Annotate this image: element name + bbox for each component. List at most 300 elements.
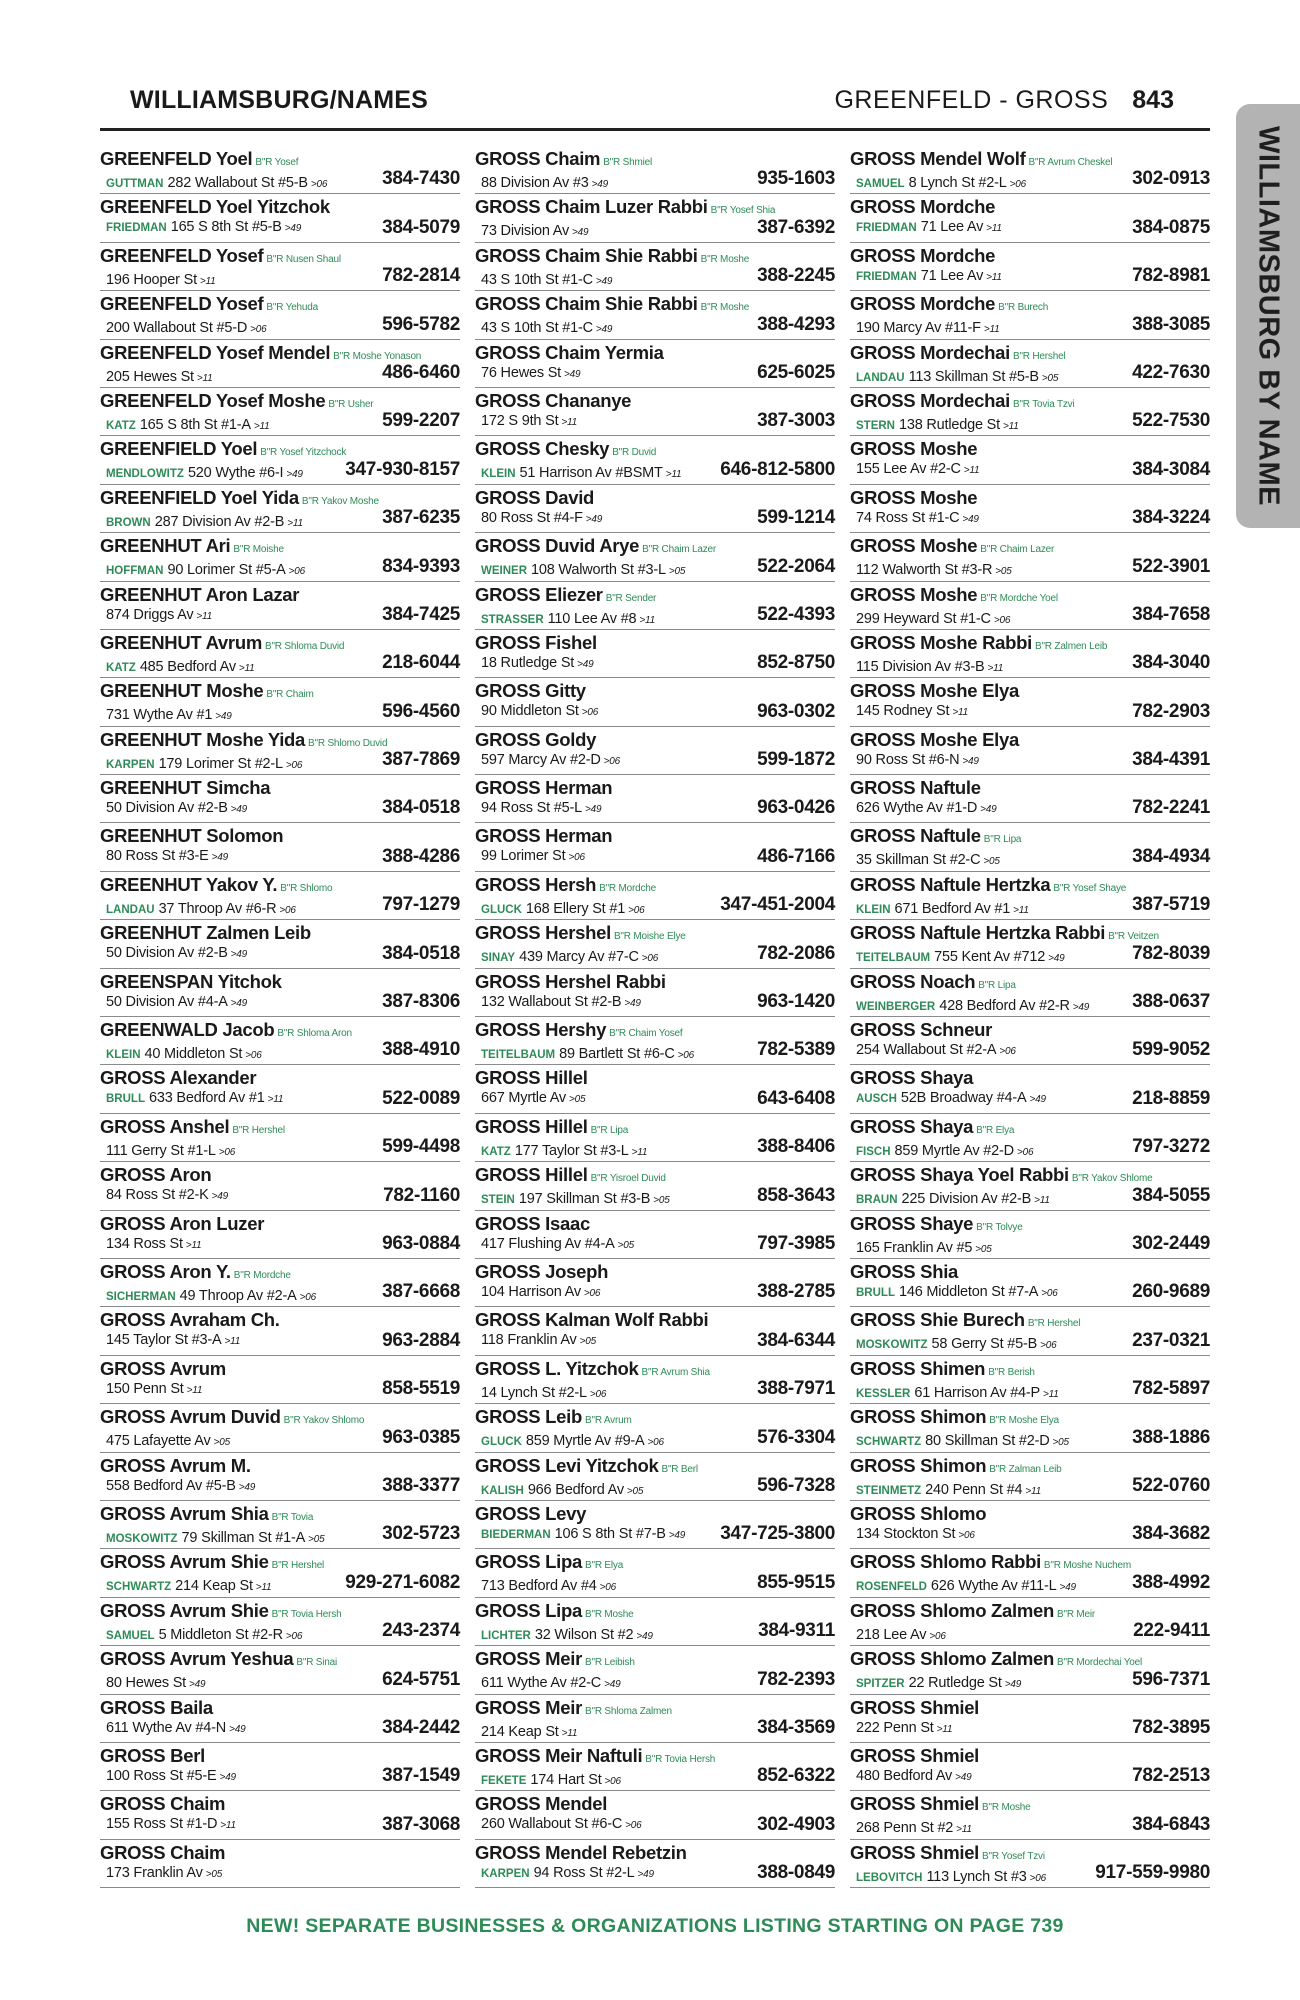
listing-entry (100, 630, 460, 678)
listing-name: GROSS Naftule Hertzka Rabbi (850, 922, 1106, 944)
zip-suffix: >11 (665, 469, 682, 481)
zip-suffix: >06 (1029, 1872, 1047, 1884)
phone-number[interactable]: 522-0760 (1128, 1475, 1210, 1497)
phone-number[interactable]: 387-6235 (378, 507, 460, 529)
phone-number[interactable]: 782-1160 (379, 1185, 460, 1207)
listing-address: 196 Hooper St (106, 271, 197, 288)
phone-number[interactable]: 218-8859 (1128, 1088, 1210, 1110)
listing-address: 254 Wallabout St #2-A (856, 1042, 997, 1059)
listing-entry (475, 1695, 835, 1743)
phone-number[interactable]: 625-6025 (753, 362, 835, 384)
spouse-maiden-name: SICHERMAN (106, 1290, 176, 1303)
listing-name-line (475, 777, 835, 798)
phone-number[interactable]: 243-2374 (378, 1620, 460, 1642)
phone-number[interactable]: 388-4992 (1128, 1572, 1210, 1594)
zip-suffix: >05 (626, 1485, 644, 1497)
listing-entry (475, 775, 835, 823)
zip-suffix: >49 (189, 1679, 206, 1691)
phone-number[interactable]: 852-6322 (753, 1765, 835, 1787)
listing-address: 100 Ross St #5-E (106, 1767, 217, 1784)
phone-number[interactable]: 384-7430 (378, 168, 460, 190)
listing-entry (100, 1017, 460, 1065)
phone-number[interactable]: 596-7371 (1128, 1669, 1210, 1691)
phone-number[interactable]: 782-2814 (378, 265, 460, 287)
listing-name-line (850, 1019, 1210, 1040)
phone-number[interactable]: 782-2513 (1128, 1765, 1210, 1787)
zip-suffix: >05 (205, 1868, 223, 1880)
phone-number[interactable]: 917-559-9980 (1091, 1862, 1210, 1884)
listing-name: GROSS Levy (475, 1502, 587, 1524)
listing-name: GROSS Moshe (850, 583, 978, 605)
phone-number[interactable]: 388-8406 (753, 1136, 835, 1158)
phone-number[interactable]: 384-5055 (1128, 1185, 1210, 1207)
listing-address: 611 Wythe Av #4-N (106, 1719, 227, 1736)
phone-number[interactable]: 782-2903 (1128, 701, 1210, 723)
listing-entry (475, 436, 835, 484)
phone-number[interactable]: 782-8039 (1128, 943, 1210, 965)
listing-address: 106 S 8th St #7-B (554, 1525, 666, 1542)
listing-address: 287 Division Av #2-B (154, 513, 285, 530)
phone-number[interactable]: 522-4393 (753, 604, 835, 626)
phone-number[interactable]: 963-1420 (753, 991, 835, 1013)
parent-name: B"R Nusen Shaul (266, 253, 341, 265)
listing-entry (850, 1549, 1210, 1597)
phone-number[interactable]: 388-7971 (753, 1378, 835, 1400)
listing-name: GROSS Mordechai (850, 389, 1010, 411)
parent-name: B"R Shlomo Duvid (308, 737, 388, 749)
listing-address: 282 Wallabout St #5-B (167, 175, 308, 191)
phone-number[interactable]: 384-7658 (1128, 604, 1210, 626)
zip-suffix: >49 (584, 804, 602, 816)
phone-number[interactable]: 384-6344 (753, 1330, 835, 1352)
phone-number[interactable]: 388-4910 (378, 1039, 460, 1061)
phone-number[interactable]: 858-3643 (753, 1185, 835, 1207)
phone-number[interactable]: 384-4391 (1128, 749, 1210, 771)
listing-name: GROSS Aron Luzer (100, 1212, 265, 1234)
listing-address: 112 Walworth St #3-R (856, 562, 993, 579)
phone-number[interactable]: 387-3068 (378, 1814, 460, 1836)
parent-name: B"R Lipa (978, 979, 1016, 991)
spouse-maiden-name: LANDAU (106, 903, 155, 916)
listing-name: GREENFIELD Yoel (100, 438, 258, 460)
phone-number[interactable]: 522-2064 (753, 556, 835, 578)
spouse-maiden-name: BROWN (106, 516, 151, 529)
phone-number[interactable]: 782-8981 (1128, 265, 1210, 287)
listing-name-line (100, 1067, 460, 1088)
listing-address: 205 Hewes St (106, 368, 194, 385)
zip-suffix: >11 (1025, 1485, 1041, 1497)
zip-suffix: >11 (287, 517, 303, 529)
listing-name: GROSS Shlomo (850, 1502, 987, 1524)
listing-entry (850, 1211, 1210, 1259)
listing-name-line (850, 1261, 1210, 1282)
zip-suffix: >11 (196, 372, 213, 384)
listing-address: 32 Wilson St #2 (534, 1626, 634, 1643)
spouse-maiden-name: TEITELBAUM (481, 1049, 556, 1062)
listing-entry (850, 1307, 1210, 1355)
phone-number[interactable]: 599-1214 (753, 507, 835, 529)
phone-number[interactable]: 797-1279 (378, 894, 460, 916)
listing-name-line (850, 680, 1210, 701)
zip-suffix: >06 (929, 1630, 946, 1642)
phone-number[interactable]: 384-4934 (1128, 846, 1210, 868)
listing-address: 485 Bedford Av (139, 658, 236, 675)
zip-suffix: >06 (218, 1146, 236, 1158)
spouse-maiden-name: MENDLOWITZ (106, 468, 184, 481)
phone-number[interactable]: 929-271-6082 (341, 1572, 460, 1594)
phone-number[interactable]: 963-0302 (753, 701, 835, 723)
phone-number[interactable]: 260-9689 (1128, 1281, 1210, 1303)
phone-number[interactable]: 222-9411 (1129, 1620, 1210, 1642)
listing-name: GROSS Avrum (100, 1357, 226, 1379)
phone-number[interactable]: 596-4560 (378, 701, 460, 723)
listing-name: GROSS Naftule Hertzka (850, 873, 1051, 895)
listing-entry (100, 1453, 460, 1501)
listing-entry (100, 1065, 460, 1113)
listing-name-line (475, 1793, 835, 1814)
phone-number[interactable]: 599-4498 (378, 1136, 460, 1158)
phone-number[interactable]: 388-1886 (1128, 1427, 1210, 1449)
phone-number[interactable]: 384-0875 (1128, 217, 1210, 239)
listing-name: GROSS Moshe (850, 438, 978, 460)
listing-name: GROSS Shimon (850, 1454, 987, 1476)
phone-number[interactable]: 388-0637 (1128, 991, 1210, 1013)
parent-name: B"R Hershel (1027, 1318, 1081, 1330)
listing-name: GROSS Chaim (475, 148, 601, 169)
phone-number[interactable]: 384-0518 (378, 943, 460, 965)
phone-number[interactable]: 384-6843 (1128, 1814, 1210, 1836)
phone-number[interactable]: 387-8306 (378, 991, 460, 1013)
phone-number[interactable]: 852-8750 (753, 652, 835, 674)
spouse-maiden-name: KARPEN (481, 1867, 530, 1880)
phone-number[interactable]: 782-2086 (753, 943, 835, 965)
listing-name: GROSS Moshe Rabbi (850, 631, 1032, 653)
spouse-maiden-name: BRULL (856, 1286, 895, 1299)
phone-number[interactable]: 347-451-2004 (716, 894, 835, 916)
phone-number[interactable]: 486-6460 (378, 362, 460, 384)
listing-address: 71 Lee Av (920, 219, 984, 236)
listing-address: 268 Penn St #2 (856, 1820, 954, 1837)
listing-entry (475, 727, 835, 775)
phone-number[interactable]: 384-3040 (1128, 652, 1210, 674)
spouse-maiden-name: TEITELBAUM (856, 952, 931, 965)
zip-suffix: >06 (1016, 1146, 1034, 1158)
phone-number[interactable]: 384-7425 (378, 604, 460, 626)
phone-number[interactable]: 596-5782 (378, 314, 460, 336)
zip-suffix: >49 (230, 804, 248, 816)
phone-number[interactable]: 782-2241 (1128, 797, 1210, 819)
phone-number[interactable]: 387-7869 (378, 749, 460, 771)
phone-number[interactable]: 935-1603 (753, 168, 835, 190)
listing-name-line (100, 922, 460, 943)
listing-entry (100, 1404, 460, 1452)
listing-address: 94 Ross St #2-L (533, 1864, 635, 1881)
phone-number[interactable]: 834-9393 (378, 556, 460, 578)
listing-address: 118 Franklin Av (481, 1332, 577, 1349)
phone-number[interactable]: 797-3272 (1128, 1136, 1210, 1158)
parent-name: B"R Yakov Moshe (301, 495, 379, 507)
spouse-maiden-name: LICHTER (481, 1629, 531, 1642)
listing-entry (850, 1404, 1210, 1452)
spouse-maiden-name: HOFFMAN (106, 565, 164, 578)
listing-entry (100, 1211, 460, 1259)
phone-number[interactable]: 388-0849 (753, 1862, 835, 1884)
zip-suffix: >49 (595, 324, 613, 336)
listing-entry (100, 1743, 460, 1791)
phone-number[interactable]: 384-3084 (1128, 459, 1210, 481)
phone-number[interactable]: 384-3569 (753, 1717, 835, 1739)
listing-name: GROSS Avrum Shia (100, 1502, 269, 1524)
listing-address: 260 Wallabout St #6-C (481, 1816, 623, 1833)
listing-name: GREENHUT Moshe Yida (100, 728, 306, 750)
zip-suffix: >11 (983, 324, 1000, 336)
parent-name: B"R Lipa (983, 834, 1022, 846)
zip-suffix: >06 (999, 1046, 1016, 1058)
phone-number[interactable]: 388-4293 (753, 314, 835, 336)
phone-number[interactable]: 599-9052 (1128, 1039, 1210, 1061)
listing-address: 80 Ross St #4-F (481, 509, 583, 526)
listing-entry (475, 340, 835, 388)
zip-suffix: >05 (1041, 372, 1059, 384)
zip-suffix: >06 (1040, 1340, 1057, 1352)
phone-number[interactable]: 963-0884 (378, 1233, 460, 1255)
parent-name: B"R Shloma Duvid (264, 640, 345, 652)
zip-suffix: >06 (589, 1388, 607, 1400)
phone-number[interactable]: 384-9311 (754, 1620, 835, 1642)
phone-number[interactable]: 782-2393 (753, 1669, 835, 1691)
zip-suffix: >06 (310, 179, 328, 190)
listing-address: 667 Myrtle Av (481, 1090, 566, 1107)
phone-number[interactable]: 486-7166 (753, 846, 835, 868)
phone-number[interactable]: 599-1872 (753, 749, 835, 771)
listing-address: 50 Division Av #4-A (106, 993, 228, 1010)
phone-number[interactable]: 782-5897 (1128, 1378, 1210, 1400)
listing-entry (475, 1259, 835, 1307)
phone-number[interactable]: 522-7530 (1128, 410, 1210, 432)
spouse-maiden-name: FEKETE (481, 1774, 527, 1787)
phone-number[interactable]: 347-725-3800 (716, 1523, 835, 1545)
phone-number[interactable]: 855-9515 (753, 1572, 835, 1594)
zip-suffix: >05 (653, 1195, 670, 1207)
listing-address: 145 Taylor St #3-A (106, 1332, 222, 1349)
listing-address: 240 Penn St #4 (925, 1481, 1023, 1498)
listing-name: GROSS Joseph (475, 1260, 609, 1282)
listing-address: 22 Rutledge St (908, 1675, 1002, 1692)
zip-suffix: >11 (956, 1824, 972, 1836)
spouse-maiden-name: STRASSER (481, 613, 544, 626)
phone-number[interactable]: 963-0385 (378, 1427, 460, 1449)
listing-address-line (100, 1863, 460, 1885)
spouse-maiden-name: SCHWARTZ (106, 1581, 172, 1594)
parent-name: B"R Leibish (585, 1657, 635, 1669)
zip-suffix: >49 (595, 275, 613, 287)
phone-number[interactable]: 387-3003 (753, 410, 835, 432)
listing-name: GROSS Gitty (475, 680, 586, 702)
phone-number[interactable]: 576-3304 (753, 1427, 835, 1449)
listing-entry (850, 969, 1210, 1017)
listing-column-3 (850, 146, 1210, 1888)
phone-number[interactable]: 782-5389 (753, 1039, 835, 1061)
listing-name: GROSS Mordechai (850, 341, 1010, 363)
listing-address: 110 Lee Av #8 (547, 610, 637, 627)
phone-number[interactable]: 522-3901 (1128, 556, 1210, 578)
listing-name: GROSS Moshe Elya (850, 728, 1019, 750)
phone-number[interactable]: 797-3985 (753, 1233, 835, 1255)
parent-name: B"R Moishe (233, 544, 284, 556)
listing-address: 417 Flushing Av #4-A (481, 1235, 615, 1252)
phone-number[interactable]: 596-7328 (753, 1475, 835, 1497)
spouse-maiden-name: MOSKOWITZ (106, 1532, 178, 1545)
listing-name: GREENHUT Avrum (100, 631, 262, 653)
zip-suffix: >06 (958, 1529, 975, 1541)
listing-address: 520 Wythe #6-I (187, 465, 284, 482)
phone-number[interactable]: 643-6408 (753, 1088, 835, 1110)
listing-name: GROSS Shlomo Zalmen (850, 1599, 1054, 1621)
listing-name: GROSS Alexander (100, 1067, 257, 1089)
listing-name: GROSS Chaim Luzer Rabbi (475, 196, 708, 218)
spouse-maiden-name: LEBOVITCH (856, 1871, 923, 1884)
listing-address: 174 Hart St (530, 1771, 602, 1788)
phone-number[interactable]: 218-6044 (378, 652, 460, 674)
listing-entry (475, 388, 835, 436)
listing-entry (850, 920, 1210, 968)
zip-suffix: >11 (952, 707, 968, 719)
zip-suffix: >49 (604, 1679, 621, 1691)
spouse-maiden-name: FRIEDMAN (106, 222, 167, 235)
listing-address: 558 Bedford Av #5-B (106, 1477, 236, 1494)
listing-address: 214 Keap St (175, 1578, 253, 1595)
spouse-maiden-name: WEINBERGER (856, 1000, 936, 1013)
listing-address: 14 Lynch St #2-L (481, 1384, 587, 1401)
phone-number[interactable]: 963-2884 (378, 1330, 460, 1352)
listing-entry (850, 1598, 1210, 1646)
phone-number[interactable]: 384-5079 (378, 217, 460, 239)
listing-name-line (100, 1164, 460, 1185)
listing-name-line (475, 1261, 835, 1282)
listing-name: GROSS Shimon (850, 1406, 987, 1428)
listing-address: 108 Walworth St #3-L (531, 562, 666, 579)
phone-number[interactable]: 384-0518 (378, 797, 460, 819)
listing-entry (475, 243, 835, 291)
listing-name-line (100, 971, 460, 992)
zip-suffix: >49 (1029, 1094, 1046, 1106)
phone-number[interactable]: 302-2449 (1128, 1233, 1210, 1255)
phone-number[interactable]: 624-5751 (378, 1669, 460, 1691)
phone-number[interactable]: 384-3224 (1128, 507, 1210, 529)
listing-address: 177 Taylor St #3-L (514, 1142, 629, 1159)
zip-suffix: >11 (986, 223, 1002, 235)
listing-address: 299 Heyward St #1-C (856, 610, 991, 627)
footer-notice: NEW! SEPARATE BUSINESSES & ORGANIZATIONS LISTING STARTING ON PAGE 739 (246, 1915, 1064, 1937)
side-tab[interactable] (1236, 104, 1300, 528)
listing-name-line (475, 1213, 835, 1234)
phone-number[interactable]: 384-2442 (378, 1717, 460, 1739)
listing-entry (100, 872, 460, 920)
listing-name-line (475, 632, 835, 653)
phone-number[interactable]: 237-0321 (1128, 1330, 1210, 1352)
listing-entry (100, 243, 460, 291)
section-title: WILLIAMSBURG/NAMES (130, 86, 429, 114)
listing-entry (475, 485, 835, 533)
listing-address: 35 Skillman St #2-C (856, 852, 981, 869)
phone-number[interactable]: 387-5719 (1128, 894, 1210, 916)
phone-number[interactable]: 522-0089 (378, 1088, 460, 1110)
parent-name: B"R Yehuda (266, 302, 319, 314)
listing-name: GREENFELD Yosef Mendel (100, 341, 331, 363)
phone-number[interactable]: 388-3377 (378, 1475, 460, 1497)
phone-number[interactable]: 646-812-5800 (716, 459, 835, 481)
spouse-maiden-name: WEINER (481, 565, 527, 578)
listing-entry (475, 1791, 835, 1839)
listing-name: GROSS Mordche (850, 244, 996, 266)
parent-name: B"R Zalmen Leib (1034, 640, 1108, 652)
parent-name: B"R Yosef Tzvi (982, 1850, 1045, 1862)
zip-suffix: >49 (962, 755, 979, 767)
parent-name: B"R Usher (328, 398, 374, 410)
listing-address: 633 Bedford Av #1 (148, 1090, 265, 1107)
listing-name-line (100, 777, 460, 798)
listing-entry (475, 1065, 835, 1113)
listing-name: GROSS Shimen (850, 1357, 986, 1379)
listing-entry (475, 630, 835, 678)
phone-number[interactable]: 347-930-8157 (341, 459, 460, 481)
phone-number[interactable]: 388-2245 (753, 265, 835, 287)
parent-name: B"R Duvid (612, 447, 657, 459)
phone-number[interactable]: 387-1549 (378, 1765, 460, 1787)
parent-name: B"R Chaim (266, 689, 314, 701)
listing-entry (850, 146, 1210, 194)
listing-address: 51 Harrison Av #BSMT (519, 465, 663, 482)
phone-number[interactable]: 388-3085 (1128, 314, 1210, 336)
listing-entry (475, 146, 835, 194)
spouse-maiden-name: FRIEDMAN (856, 270, 917, 283)
phone-number[interactable]: 858-5519 (378, 1378, 460, 1400)
zip-suffix: >06 (603, 755, 621, 767)
phone-number[interactable]: 384-3682 (1128, 1523, 1210, 1545)
zip-suffix: >11 (1043, 1388, 1059, 1400)
listing-entry (850, 485, 1210, 533)
listing-name-line (100, 1745, 460, 1766)
zip-suffix: >49 (591, 179, 608, 190)
spouse-maiden-name: GLUCK (481, 1436, 522, 1449)
listing-entry (475, 194, 835, 242)
phone-number[interactable]: 963-0426 (753, 797, 835, 819)
zip-suffix: >49 (215, 711, 232, 723)
phone-number[interactable]: 302-0913 (1128, 168, 1210, 190)
phone-number[interactable]: 599-2207 (378, 410, 460, 432)
zip-suffix: >11 (936, 1723, 953, 1735)
phone-number[interactable]: 388-2785 (753, 1281, 835, 1303)
spouse-maiden-name: STEINMETZ (856, 1484, 922, 1497)
phone-number[interactable]: 387-6392 (753, 217, 835, 239)
listing-address: 50 Division Av #2-B (106, 800, 228, 817)
parent-name: B"R Chaim Lazer (980, 544, 1055, 556)
listing-address: 58 Gerry St #5-B (931, 1336, 1038, 1353)
phone-number[interactable]: 302-4903 (753, 1814, 835, 1836)
zip-suffix: >49 (637, 1868, 654, 1880)
listing-name: GROSS Duvid Arye (475, 535, 640, 557)
phone-number[interactable]: 387-6668 (378, 1281, 460, 1303)
phone-number[interactable]: 782-3895 (1128, 1717, 1210, 1739)
spouse-maiden-name: KLEIN (106, 1049, 141, 1062)
listing-address: 90 Lorimer St #5-A (167, 562, 286, 579)
phone-number[interactable]: 302-5723 (378, 1523, 460, 1545)
phone-number[interactable]: 388-4286 (378, 846, 460, 868)
spouse-maiden-name: SPITZER (856, 1678, 905, 1691)
page-header-right (834, 86, 1174, 115)
phone-number[interactable]: 422-7630 (1128, 362, 1210, 384)
listing-address: 111 Gerry St #1-L (106, 1142, 216, 1159)
